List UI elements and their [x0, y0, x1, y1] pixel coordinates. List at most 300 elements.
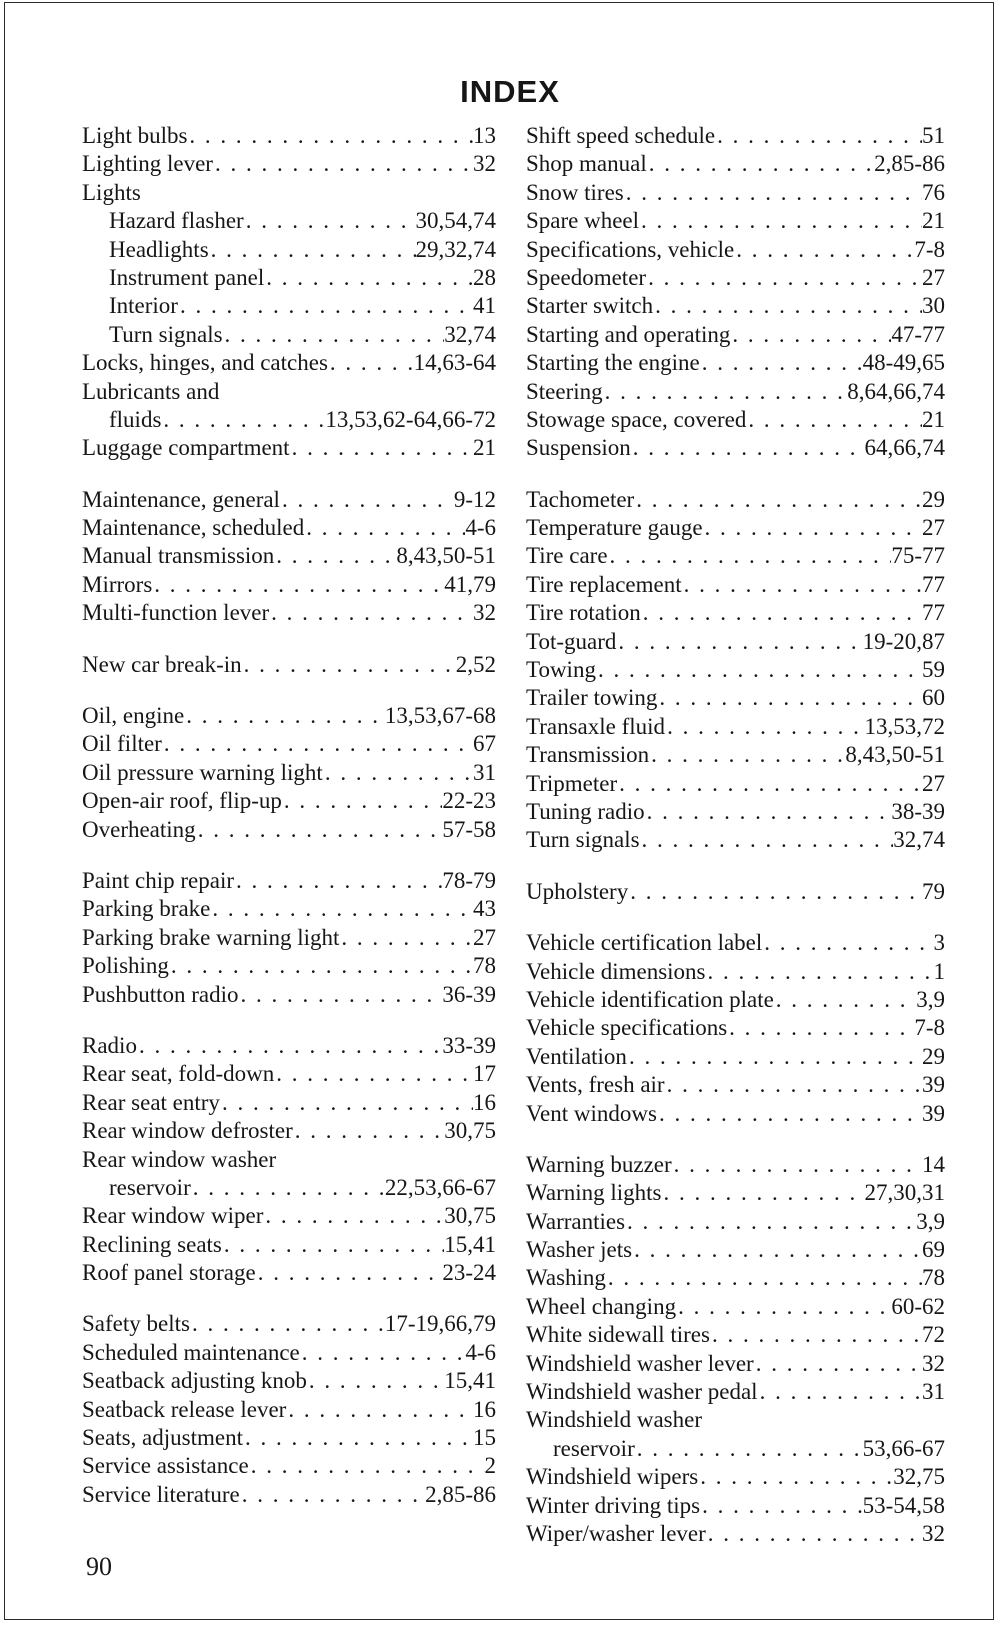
- dot-leader: [244, 207, 416, 235]
- dot-leader: [240, 1481, 425, 1509]
- index-entry-pages: 51: [922, 123, 945, 148]
- index-entry-label: Transaxle fluid: [526, 713, 666, 739]
- index-entry-label: Spare wheel: [526, 208, 640, 234]
- index-entry-label: Lighting lever: [82, 151, 213, 177]
- index-entry: [526, 236, 945, 264]
- dot-leader: [662, 1179, 865, 1207]
- index-entry-label: Trailer towing: [526, 685, 658, 711]
- index-entry: [526, 1100, 945, 1128]
- index-entry-label: Transmission: [526, 742, 650, 768]
- index-entry-label: Warning buzzer: [526, 1151, 672, 1177]
- index-entry: [526, 264, 945, 292]
- index-entry-pages: 30,75: [444, 1118, 496, 1144]
- dot-leader: [758, 1378, 922, 1406]
- index-entry: [526, 1014, 945, 1042]
- index-entry-label: Roof panel storage: [82, 1260, 256, 1286]
- index-entry: [526, 656, 945, 684]
- index-entry-label: Multi-function lever: [82, 600, 270, 626]
- index-entry-pages: 59: [922, 657, 945, 683]
- dot-leader: [682, 571, 922, 599]
- index-entry: [82, 321, 496, 349]
- dot-leader: [734, 236, 914, 264]
- index-entry-label: Towing: [526, 657, 596, 683]
- index-entry-label: Specifications, vehicle: [526, 236, 735, 262]
- index-entry: [82, 1339, 496, 1367]
- dot-leader: [703, 514, 922, 542]
- index-right-column: [526, 122, 945, 1548]
- dot-leader: [304, 514, 465, 542]
- index-entry-label: Instrument panel: [109, 264, 265, 290]
- index-group-gap: [526, 463, 945, 486]
- index-entry-pages: 23-24: [442, 1260, 496, 1286]
- dot-leader: [213, 150, 473, 178]
- index-entry-pages: 22,53,66-67: [384, 1174, 496, 1200]
- dot-leader: [639, 207, 922, 235]
- index-entry-pages: 3,9: [916, 986, 945, 1012]
- index-entry-label: Seatback adjusting knob: [82, 1368, 307, 1394]
- index-entry-label: Vent windows: [526, 1100, 657, 1126]
- index-entry-pages: 27: [473, 924, 496, 950]
- index-group-gap: [82, 679, 496, 702]
- index-entry-label: Lights: [82, 179, 141, 205]
- index-entry-pages: 32,74: [893, 827, 945, 853]
- index-entry-pages: 2,85-86: [874, 151, 945, 177]
- index-entry: [82, 816, 496, 844]
- index-entry-label: Oil filter: [82, 731, 162, 757]
- index-entry-label: Tripmeter: [526, 770, 618, 796]
- dot-leader: [676, 1293, 891, 1321]
- index-entry: [82, 867, 496, 895]
- dot-leader: [700, 349, 863, 377]
- index-entry: [526, 798, 945, 826]
- index-entry: [82, 1202, 496, 1230]
- index-entry-label: Washing: [526, 1265, 606, 1291]
- index-entry-pages: 32,75: [893, 1464, 945, 1490]
- index-entry-pages: 3,9: [916, 1208, 945, 1234]
- index-entry-label: Service assistance: [82, 1453, 249, 1479]
- index-entry: [82, 924, 496, 952]
- index-group-gap: [526, 1128, 945, 1151]
- dot-leader: [162, 730, 473, 758]
- index-entry-pages: 32: [473, 600, 496, 626]
- index-entry: [82, 1174, 496, 1202]
- dot-leader: [222, 1231, 444, 1259]
- dot-leader: [264, 264, 473, 292]
- dot-leader: [210, 895, 473, 923]
- index-entry: [82, 651, 496, 679]
- index-group-gap: [82, 844, 496, 867]
- dot-leader: [196, 816, 443, 844]
- index-entry-pages: 41: [473, 293, 496, 319]
- dot-leader: [249, 1452, 485, 1480]
- index-entry-label: Vehicle specifications: [526, 1015, 728, 1041]
- page-number: 90: [86, 1552, 112, 1581]
- dot-leader: [634, 486, 922, 514]
- dot-leader: [256, 1259, 443, 1287]
- index-entry-pages: 43: [473, 896, 496, 922]
- index-entry: [526, 1378, 945, 1406]
- dot-leader: [234, 867, 442, 895]
- index-entry: [82, 952, 496, 980]
- index-entry-pages: 17-19,66,79: [384, 1311, 496, 1337]
- index-entry: [82, 207, 496, 235]
- index-entry-pages: 60: [922, 685, 945, 711]
- index-entry: [526, 826, 945, 854]
- index-entry-pages: 13: [473, 123, 496, 148]
- dot-leader: [239, 981, 443, 1009]
- index-entry-label: Ventilation: [526, 1043, 627, 1069]
- index-entry-pages: 77: [922, 571, 945, 597]
- index-entry: [526, 986, 945, 1014]
- dot-leader: [606, 1264, 922, 1292]
- index-entry-label: Windshield wipers: [526, 1464, 699, 1490]
- index-entry: [526, 571, 945, 599]
- dot-leader: [161, 406, 325, 434]
- index-entry: [82, 1060, 496, 1088]
- index-entry: [82, 730, 496, 758]
- index-entry: [526, 434, 945, 462]
- index-entry-label: White sidewall tires: [526, 1322, 710, 1348]
- index-entry: [82, 571, 496, 599]
- index-group-gap: [82, 1009, 496, 1032]
- index-group-gap: [82, 463, 496, 486]
- dot-leader: [187, 122, 473, 150]
- index-entry-label: Light bulbs: [82, 123, 188, 148]
- index-entry: [82, 981, 496, 1009]
- index-entry-pages: 17: [473, 1061, 496, 1087]
- index-entry-label: Rear window wiper: [82, 1203, 264, 1229]
- index-entry-pages: 76: [922, 179, 945, 205]
- index-entry-pages: 28: [473, 264, 496, 290]
- index-entry-pages: 14: [922, 1151, 945, 1177]
- index-entry: [82, 1396, 496, 1424]
- index-entry: [82, 1231, 496, 1259]
- index-entry-pages: 47-77: [891, 321, 945, 347]
- index-entry-pages: 13,53,62-64,66-72: [325, 406, 496, 432]
- index-group-gap: [526, 906, 945, 929]
- dot-leader: [286, 1396, 473, 1424]
- index-entry-pages: 78: [473, 953, 496, 979]
- dot-leader: [274, 1060, 473, 1088]
- index-entry-pages: 8,64,66,74: [847, 378, 945, 404]
- index-entry: [526, 770, 945, 798]
- index-entry-pages: 15,41: [444, 1231, 496, 1257]
- index-entry: [526, 406, 945, 434]
- dot-leader: [698, 1463, 893, 1491]
- dot-leader: [263, 1202, 444, 1230]
- index-group-gap: [82, 628, 496, 651]
- dot-leader: [710, 1321, 922, 1349]
- dot-leader: [665, 1071, 922, 1099]
- index-entry-pages: 30,54,74: [415, 208, 496, 234]
- index-entry-pages: 15,41: [444, 1368, 496, 1394]
- index-entry-label: Vehicle identification plate: [526, 986, 774, 1012]
- index-entry: [82, 349, 496, 377]
- index-entry-label: Turn signals: [526, 827, 640, 853]
- index-entry: [526, 1071, 945, 1099]
- index-entry: [82, 895, 496, 923]
- dot-leader: [209, 236, 416, 264]
- index-entry-pages: 39: [922, 1100, 945, 1126]
- index-entry: [82, 122, 496, 150]
- dot-leader: [243, 1424, 473, 1452]
- dot-leader: [169, 952, 473, 980]
- index-group-gap: [82, 1287, 496, 1310]
- dot-leader: [762, 929, 933, 957]
- index-entry: [526, 514, 945, 542]
- dot-leader: [220, 1089, 473, 1117]
- index-entry-pages: 22-23: [442, 788, 496, 814]
- index-entry-label: Reclining seats: [82, 1231, 222, 1257]
- index-entry-label: Shift speed schedule: [526, 123, 716, 148]
- index-entry-label: Manual transmission: [82, 543, 275, 569]
- index-entry-label: Washer jets: [526, 1237, 633, 1263]
- index-entry: [526, 321, 945, 349]
- dot-leader: [242, 651, 456, 679]
- index-entry-label: Oil pressure warning light: [82, 759, 323, 785]
- index-entry: [526, 1179, 945, 1207]
- dot-leader: [300, 1339, 466, 1367]
- index-entry-label: Mirrors: [82, 571, 153, 597]
- index-entry-label: Starter switch: [526, 293, 654, 319]
- index-entry-label: Paint chip repair: [82, 867, 235, 893]
- dot-leader: [625, 1208, 916, 1236]
- index-entry-pages: 38-39: [891, 798, 945, 824]
- dot-leader: [706, 958, 934, 986]
- dot-leader: [339, 924, 473, 952]
- index-entry-label: Wheel changing: [526, 1293, 677, 1319]
- dot-leader: [178, 292, 473, 320]
- index-entry: [526, 292, 945, 320]
- page-title: INDEX: [460, 74, 560, 109]
- index-entry-pages: 19-20,87: [862, 628, 945, 654]
- index-entry: [82, 787, 496, 815]
- dot-leader: [184, 702, 385, 730]
- dot-leader: [596, 656, 922, 684]
- dot-leader: [307, 1367, 444, 1395]
- index-entry: [82, 486, 496, 514]
- index-entry-pages: 64,66,74: [864, 435, 945, 461]
- index-entry-label: Maintenance, general: [82, 486, 280, 512]
- index-left-column: [82, 122, 496, 1509]
- dot-leader: [603, 378, 848, 406]
- index-entry-label: Rear seat entry: [82, 1089, 220, 1115]
- index-entry-label: Windshield washer lever: [526, 1350, 754, 1376]
- index-entry: [82, 292, 496, 320]
- index-entry: [526, 150, 945, 178]
- dot-leader: [628, 878, 922, 906]
- index-entry-label: Polishing: [82, 953, 169, 979]
- dot-leader: [191, 1174, 385, 1202]
- index-entry: [526, 1043, 945, 1071]
- index-entry: [526, 378, 945, 406]
- index-entry-pages: 31: [922, 1379, 945, 1405]
- index-entry: [82, 599, 496, 627]
- dot-leader: [280, 486, 454, 514]
- index-entry: [82, 1259, 496, 1287]
- dot-leader: [624, 179, 922, 207]
- index-entry-label: Winter driving tips: [526, 1492, 701, 1518]
- index-entry-label: Snow tires: [526, 179, 624, 205]
- index-entry: [82, 406, 496, 434]
- index-entry: [526, 878, 945, 906]
- index-entry-label: Tot-guard: [526, 628, 617, 654]
- index-entry-pages: 4-6: [465, 515, 496, 541]
- index-entry: [82, 1367, 496, 1395]
- index-entry: [82, 542, 496, 570]
- index-entry: [82, 1424, 496, 1452]
- index-entry: [82, 1481, 496, 1509]
- dot-leader: [754, 1350, 922, 1378]
- dot-leader: [715, 122, 922, 150]
- index-entry-label: fluids: [109, 406, 162, 432]
- index-entry-label: Tire care: [526, 543, 608, 569]
- index-entry: [82, 1146, 496, 1174]
- index-entry-label: Rear window defroster: [82, 1118, 293, 1144]
- index-entry-label: Speedometer: [526, 264, 647, 290]
- index-entry: [82, 1032, 496, 1060]
- index-entry-pages: 32: [922, 1350, 945, 1376]
- index-entry-pages: 60-62: [891, 1293, 945, 1319]
- index-entry: [82, 236, 496, 264]
- index-entry: [526, 207, 945, 235]
- index-entry: [526, 1435, 945, 1463]
- index-entry: [526, 1208, 945, 1236]
- index-entry-label: reservoir: [109, 1174, 191, 1200]
- index-entry-label: Vents, fresh air: [526, 1072, 665, 1098]
- dot-leader: [137, 1032, 442, 1060]
- index-entry-pages: 2,85-86: [425, 1481, 496, 1507]
- dot-leader: [657, 684, 922, 712]
- index-entry-label: Parking brake: [82, 896, 211, 922]
- index-entry-pages: 15: [473, 1425, 496, 1451]
- index-entry: [526, 486, 945, 514]
- index-entry: [82, 179, 496, 207]
- index-entry-pages: 8,43,50-51: [845, 742, 945, 768]
- index-entry: [526, 349, 945, 377]
- index-entry-pages: 3: [933, 930, 945, 956]
- index-entry: [526, 741, 945, 769]
- dot-leader: [649, 741, 845, 769]
- index-entry-pages: 13,53,72: [864, 713, 945, 739]
- index-entry-label: Tire rotation: [526, 600, 641, 626]
- index-entry-label: Vehicle certification label: [526, 930, 763, 956]
- dot-leader: [290, 434, 473, 462]
- index-entry-pages: 57-58: [442, 816, 496, 842]
- index-entry-label: Interior: [109, 293, 178, 319]
- index-entry-label: Rear seat, fold-down: [82, 1061, 275, 1087]
- index-entry-pages: 53-54,58: [862, 1492, 945, 1518]
- index-entry: [82, 264, 496, 292]
- index-entry: [526, 1293, 945, 1321]
- index-entry-label: Rear window washer: [82, 1146, 277, 1172]
- dot-leader: [223, 321, 445, 349]
- index-entry-pages: 21: [922, 406, 945, 432]
- dot-leader: [774, 986, 916, 1014]
- index-entry: [526, 599, 945, 627]
- index-entry-label: Wiper/washer lever: [526, 1520, 706, 1546]
- index-entry: [526, 1492, 945, 1520]
- index-entry: [526, 684, 945, 712]
- index-entry-pages: 1: [933, 958, 945, 984]
- index-entry: [526, 1350, 945, 1378]
- index-entry-label: Overheating: [82, 816, 196, 842]
- index-entry-label: Suspension: [526, 435, 631, 461]
- index-entry-pages: 32: [473, 151, 496, 177]
- index-entry-label: Oil, engine: [82, 703, 185, 729]
- index-entry-pages: 78: [922, 1265, 945, 1291]
- dot-leader: [641, 599, 922, 627]
- index-entry-pages: 16: [473, 1089, 496, 1115]
- index-entry: [82, 1452, 496, 1480]
- index-entry-label: Upholstery: [526, 878, 629, 904]
- index-entry-label: Tuning radio: [526, 798, 645, 824]
- index-entry-label: Pushbutton radio: [82, 981, 239, 1007]
- index-entry-label: Warranties: [526, 1208, 626, 1234]
- index-entry-label: New car break-in: [82, 651, 242, 677]
- dot-leader: [746, 406, 922, 434]
- index-entry-label: Service literature: [82, 1481, 240, 1507]
- index-entry: [82, 150, 496, 178]
- index-group-gap: [526, 855, 945, 878]
- index-entry-label: Lubricants and: [82, 378, 220, 404]
- index-entry-label: Windshield washer pedal: [526, 1379, 758, 1405]
- index-entry-pages: 79: [922, 878, 945, 904]
- index-entry-label: Tire replacement: [526, 571, 682, 597]
- index-entry-label: Temperature gauge: [526, 515, 703, 541]
- dot-leader: [645, 798, 892, 826]
- index-entry: [526, 1236, 945, 1264]
- dot-leader: [672, 1151, 922, 1179]
- index-entry-pages: 31: [473, 759, 496, 785]
- index-entry: [526, 929, 945, 957]
- dot-leader: [274, 542, 396, 570]
- dot-leader: [700, 1492, 862, 1520]
- index-entry-label: Stowage space, covered: [526, 406, 747, 432]
- index-entry-pages: 27,30,31: [864, 1180, 945, 1206]
- index-entry-pages: 48-49,65: [862, 350, 945, 376]
- index-entry-pages: 78-79: [442, 867, 496, 893]
- index-entry-pages: 7-8: [914, 236, 945, 262]
- index-entry-label: reservoir: [553, 1435, 635, 1461]
- dot-leader: [646, 264, 922, 292]
- index-entry-label: Open-air roof, flip-up: [82, 788, 282, 814]
- index-entry-pages: 27: [922, 770, 945, 796]
- index-entry-pages: 7-8: [914, 1015, 945, 1041]
- index-entry: [526, 1151, 945, 1179]
- index-entry-pages: 36-39: [442, 981, 496, 1007]
- index-entry-label: Seatback release lever: [82, 1396, 287, 1422]
- index-entry-label: Steering: [526, 378, 603, 404]
- index-entry-pages: 69: [922, 1237, 945, 1263]
- dot-leader: [631, 434, 865, 462]
- index-entry-pages: 30,75: [444, 1203, 496, 1229]
- index-entry-pages: 53,66-67: [862, 1435, 945, 1461]
- dot-leader: [323, 759, 473, 787]
- index-entry-pages: 32,74: [444, 321, 496, 347]
- index-entry-pages: 29: [922, 1043, 945, 1069]
- index-entry-label: Warning lights: [526, 1180, 662, 1206]
- index-entry-label: Maintenance, scheduled: [82, 515, 305, 541]
- index-entry-label: Shop manual: [526, 151, 647, 177]
- dot-leader: [632, 1236, 922, 1264]
- index-entry-label: Seats, adjustment: [82, 1425, 243, 1451]
- index-entry-pages: 9-12: [453, 486, 496, 512]
- dot-leader: [640, 826, 894, 854]
- index-entry-pages: 32: [922, 1520, 945, 1546]
- dot-leader: [653, 292, 922, 320]
- dot-leader: [293, 1117, 444, 1145]
